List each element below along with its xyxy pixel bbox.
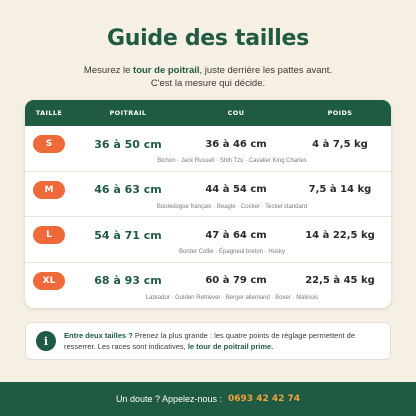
weight-value: 14 à 22,5 kg [305, 229, 375, 241]
neck-value: 60 à 79 cm [205, 275, 267, 286]
table-header [25, 100, 391, 126]
weight-value: 4 à 7,5 kg [312, 138, 368, 150]
breed-list: Labrador · Golden Retriever · Berger allemand · Boxer · Malinois [145, 294, 319, 301]
size-badge: S [33, 135, 65, 153]
subtitle-pre: Mesurez le [83, 65, 134, 76]
size-badge: M [33, 181, 65, 199]
phone-link[interactable]: 0693 42 42 74 [228, 394, 301, 404]
header-chest: POITRAIL [109, 109, 147, 117]
size-badge: XL [33, 272, 65, 290]
note-text [64, 330, 380, 352]
info-icon: i [36, 331, 56, 351]
footer-label: Un doute ? Appelez-nous : [115, 394, 223, 404]
neck-value: 44 à 54 cm [205, 184, 267, 195]
breed-list: Border Collie · Épagneul breton · Husky [178, 249, 286, 255]
note-lead: Entre deux tailles ? [64, 331, 133, 340]
page-title: Guide des tailles [107, 26, 309, 51]
header-size: TAILLE [35, 109, 63, 117]
weight-value: 7,5 à 14 kg [308, 184, 372, 195]
neck-value: 36 à 46 cm [205, 138, 267, 150]
neck-value: 47 à 64 cm [205, 229, 267, 241]
header-neck: COU [227, 109, 245, 117]
chest-value: 54 à 71 cm [94, 228, 162, 242]
table-row [25, 263, 391, 309]
breed-list: Bouledogue français · Beagle · Cocker · Teckel standard [156, 203, 308, 210]
subtitle-post: , juste derrière les pattes avant. [199, 65, 333, 76]
chest-value: 36 à 50 cm [94, 137, 162, 151]
breed-list: Bichon · Jack Russell · Shih Tzu · Cavalier King Charles [157, 158, 307, 164]
subtitle-line2: C'est la mesure qui décide. [150, 78, 266, 89]
chest-value: 46 à 63 cm [94, 183, 162, 196]
note-body: Prenez la plus grande : les quatre points de réglage permettent de resserrer. Les races sont indicatives, [64, 331, 356, 351]
table-row [25, 217, 391, 263]
table-row [25, 126, 391, 172]
contact-footer [0, 382, 416, 416]
header-weight: POIDS [327, 109, 353, 117]
note-tail: le tour de poitrail prime. [187, 342, 274, 351]
page-subtitle [20, 64, 396, 90]
table-row [25, 172, 391, 218]
info-note [25, 322, 391, 360]
size-badge: L [33, 226, 65, 244]
weight-value: 22,5 à 45 kg [305, 275, 375, 286]
chest-value: 68 à 93 cm [94, 274, 162, 287]
size-table [25, 100, 391, 308]
subtitle-emphasis: tour de poitrail [133, 65, 200, 76]
